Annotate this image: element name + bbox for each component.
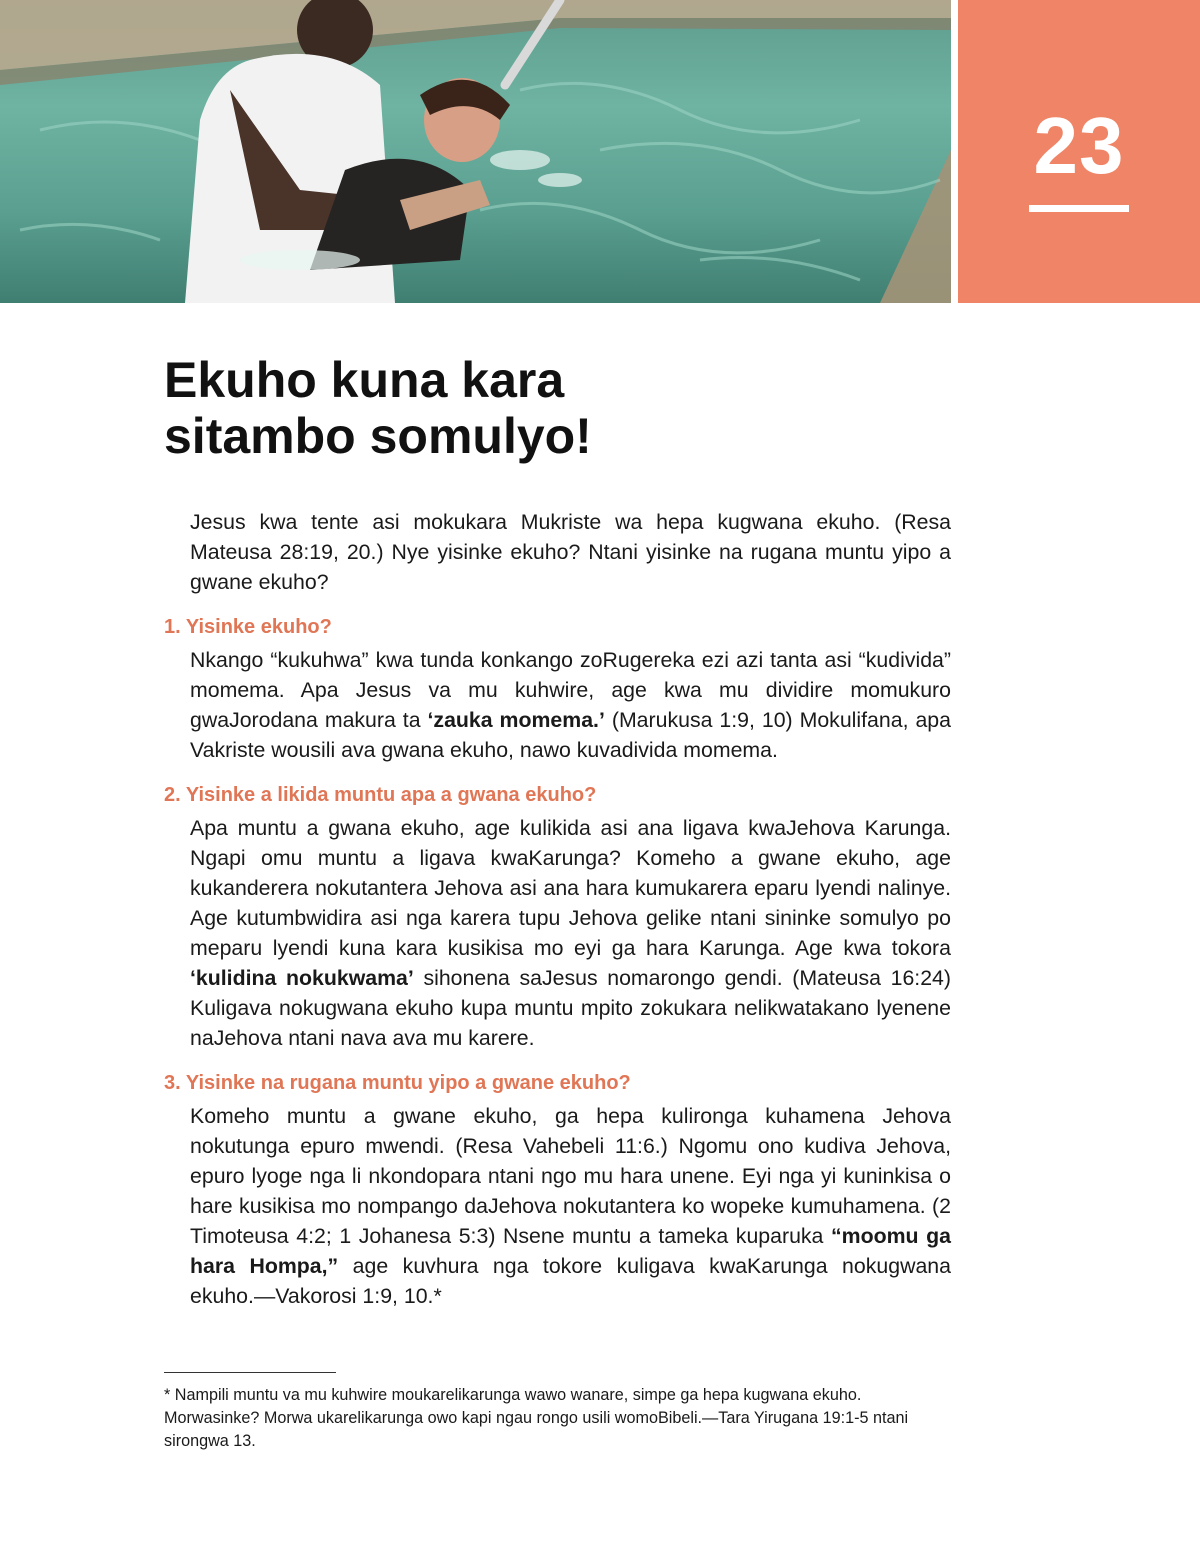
answer-text: age kuvhura nga tokore kuligava kwaKarunga nokugwana ekuho.—Vakorosi 1:9, 10.* (190, 1254, 951, 1308)
section-2 (164, 781, 951, 1053)
section-answer (190, 645, 951, 765)
section-question: 3. Yisinke na rugana muntu yipo a gwane ekuho? (164, 1072, 631, 1094)
section-question: 1. Yisinke ekuho? (164, 616, 332, 638)
intro-paragraph: Jesus kwa tente asi mokukara Mukriste wa hepa kugwana ekuho. (Resa Mateusa 28:19, 20.) Nye yisinke ekuho? Ntani yisinke na rugana muntu yipo a gwane ekuho? (190, 510, 951, 594)
section-1 (164, 613, 951, 765)
page-title (164, 352, 592, 464)
section-answer (190, 813, 951, 1053)
lesson-number-underline (1029, 205, 1129, 212)
footnote-divider (164, 1372, 336, 1373)
lesson-number: 23 (1033, 101, 1125, 190)
answer-text: Nkango “kukuhwa” kwa tunda konkango zoRugereka ezi azi tanta asi “kudivida” momema. Apa Jesus va mu kuhwire, age kwa mu dividire momukuro gwaJorodana makura ta (190, 648, 951, 732)
answer-text: Komeho muntu a gwane ekuho, ga hepa kulironga kuhamena Jehova nokutunga epuro mwendi. (Resa Vahebeli 11:6.) Ngomu ono kudiva Jehova, epuro lyoge nga li nkondopara ntani ngo mu hara unene. Eyi nga yi kuninkisa o hare kusikisa mo nompango daJehova nokutantera ko wopeke kumuhamena. (2 Timoteusa 4:2; 1 Johanesa 5:3) Nsene muntu a tameka kuparuka (190, 1104, 951, 1248)
answer-text: (Marukusa 1:9, 10) Mokulifana, apa Vakriste wousili ava gwana ekuho, nawo kuvadivida momema. (190, 708, 951, 762)
answer-emphasis: ‘kulidina nokukwama’ (190, 966, 414, 990)
page-title-line-1: Ekuho kuna kara (164, 352, 565, 408)
footnote: * Nampili muntu va mu kuhwire moukarelikarunga wawo wanare, simpe ga hepa kugwana ekuho. Morwasinke? Morwa ukarelikarunga owo kapi ngau rongo usili womoBibeli.—Tara Yirugana 19:1-5 ntani sirongwa 13. (164, 1386, 909, 1450)
lesson-content (164, 507, 951, 1327)
section-3 (164, 1069, 951, 1311)
baptism-illustration (0, 0, 951, 303)
answer-emphasis: “moomu ga hara Hompa,” (190, 1224, 951, 1278)
answer-text: sihonena saJesus nomarongo gendi. (Mateusa 16:24) Kuligava nokugwana ekuho kupa muntu mpito zokukara nelikwatakano lyenene naJehova ntani nava ava mu karere. (190, 966, 951, 1050)
header-photo (0, 0, 951, 303)
answer-text: Apa muntu a gwana ekuho, age kulikida asi ana ligava kwaJehova Karunga. Ngapi omu muntu a ligava kwaKarunga? Komeho a gwane ekuho, age kukanderera nokutantera Jehova asi ana hara kumukarera eparu lyendi nalinye. Age kutumbwidira asi nga karera tupu Jehova gelike ntani sininke somulyo po meparu lyendi kuna kara kusikisa mo eyi ga hara Karunga. Age kwa tokora (190, 816, 951, 960)
section-answer (190, 1101, 951, 1311)
answer-emphasis: ‘zauka momema.’ (427, 708, 605, 732)
page-title-line-2: sitambo somulyo! (164, 408, 592, 464)
lesson-number-badge (958, 0, 1200, 303)
section-question: 2. Yisinke a likida muntu apa a gwana ekuho? (164, 784, 597, 806)
